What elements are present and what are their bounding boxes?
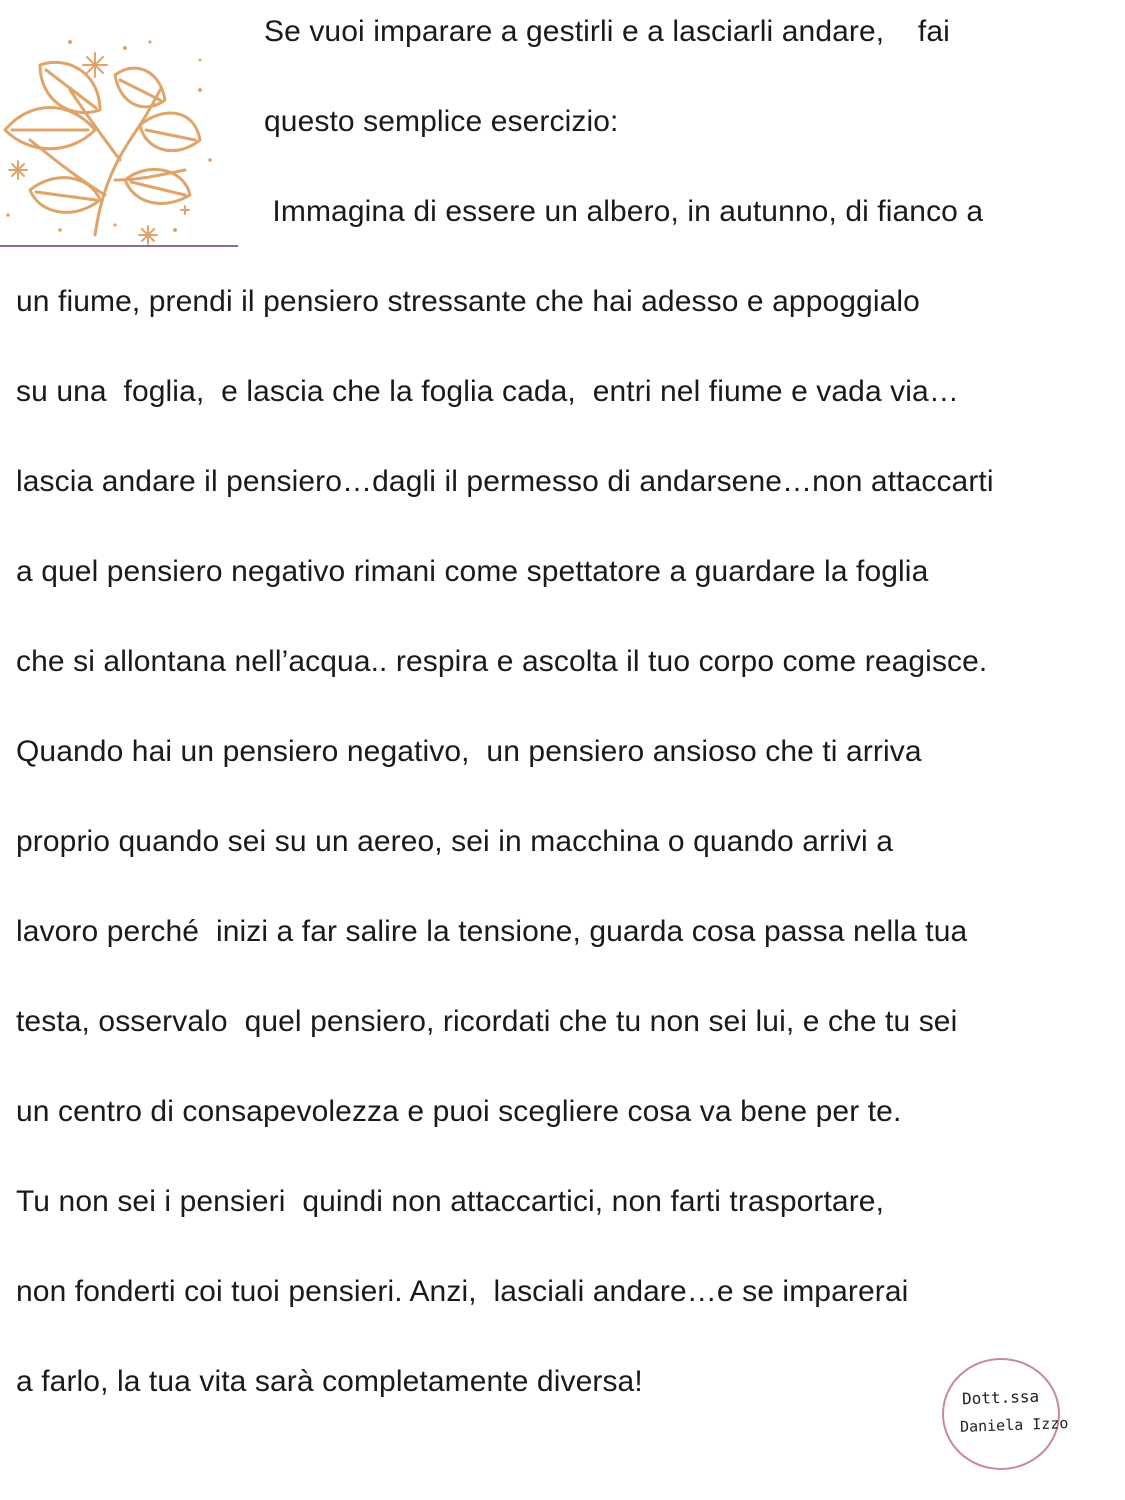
text-line: Se vuoi imparare a gestirli e a lasciarli andare, fai <box>264 15 950 48</box>
text-line: un centro di consapevolezza e puoi scegliere cosa va bene per te. <box>16 1095 902 1128</box>
signature-stamp <box>942 1358 1069 1470</box>
text-line: a farlo, la tua vita sarà completamente diversa! <box>16 1365 643 1398</box>
text-line: su una foglia, e lascia che la foglia cada, entri nel fiume e vada via… <box>16 375 959 408</box>
text-line: Immagina di essere un albero, in autunno, di fianco a <box>264 195 984 228</box>
text-line: che si allontana nell’acqua.. respira e ascolta il tuo corpo come reagisce. <box>16 645 988 678</box>
text-line: proprio quando sei su un aereo, sei in macchina o quando arrivi a <box>16 825 894 858</box>
text-line: non fonderti coi tuoi pensieri. Anzi, lasciali andare…e se imparerai <box>16 1275 909 1308</box>
text-line: lascia andare il pensiero…dagli il permesso di andarsene…non attaccarti <box>16 465 994 498</box>
text-line: un fiume, prendi il pensiero stressante che hai adesso e appoggialo <box>16 285 920 318</box>
text-line: lavoro perché inizi a far salire la tensione, guarda cosa passa nella tua <box>16 915 968 948</box>
text-line: questo semplice esercizio: <box>264 105 619 138</box>
text-line: a quel pensiero negativo rimani come spettatore a guardare la foglia <box>16 555 929 588</box>
leaf-branch-icon <box>0 30 240 252</box>
text-line: Tu non sei i pensieri quindi non attaccartici, non farti trasportare, <box>16 1185 885 1218</box>
text-line: Quando hai un pensiero negativo, un pensiero ansioso che ti arriva <box>16 735 922 768</box>
signature-name: Daniela Izzo <box>959 1414 1069 1436</box>
signature-title: Dott.ssa <box>961 1386 1040 1409</box>
text-line: testa, osservalo quel pensiero, ricordati che tu non sei lui, e che tu sei <box>16 1005 958 1038</box>
